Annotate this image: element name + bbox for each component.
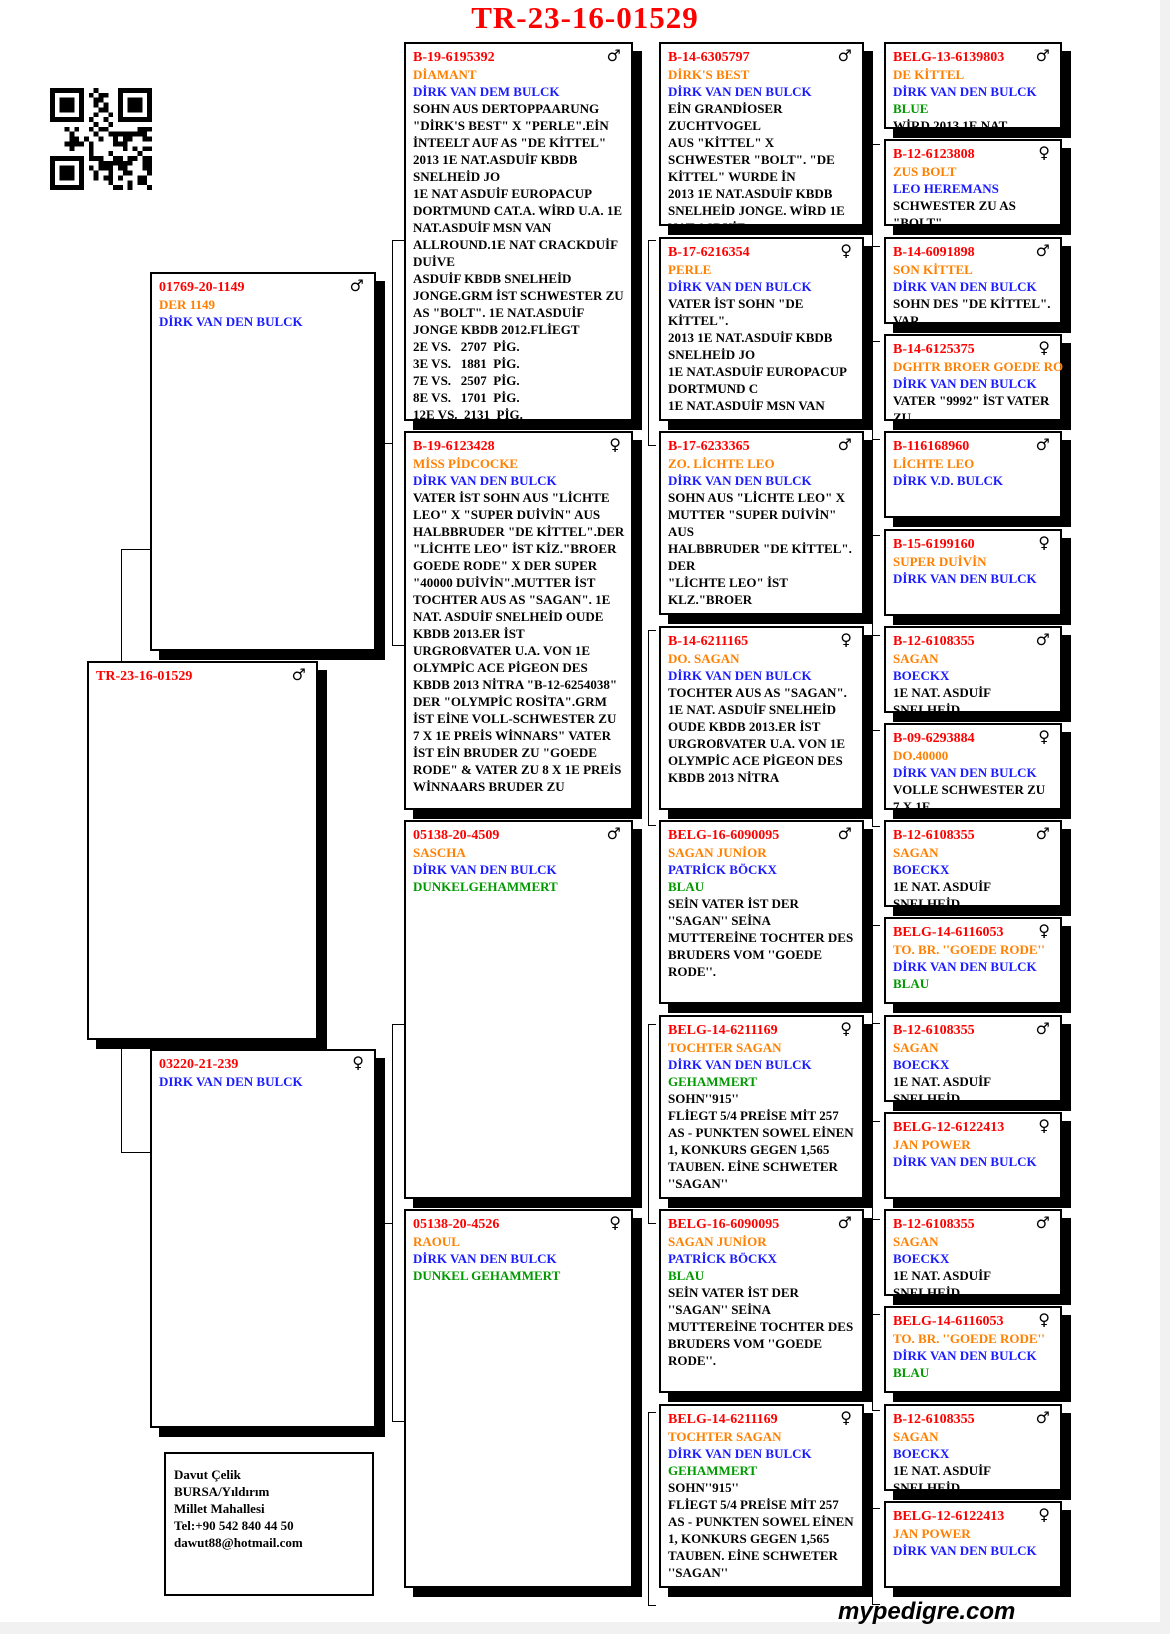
pigeon-color: DUNKEL GEHAMMERT xyxy=(413,1268,561,1283)
pedigree-card-gg-grandparent[interactable] xyxy=(884,1209,1062,1300)
connector xyxy=(872,925,880,1024)
connector xyxy=(392,240,404,646)
pedigree-card-gg-grandparent[interactable] xyxy=(884,529,1062,616)
pigeon-notes: VOLLE SCHWESTER ZU 7 X 1E xyxy=(893,782,1049,814)
breeder-name: PATRİCK BÖCKX xyxy=(668,862,777,877)
male-icon: ♂ xyxy=(837,46,852,65)
breeder-name: DİRK VAN DEN BULCK xyxy=(893,376,1037,391)
connector xyxy=(872,1314,880,1411)
male-icon: ♂ xyxy=(606,824,621,843)
pedigree-card-gg-grandparent[interactable] xyxy=(884,820,1062,911)
ring-number: B-17-6233365 xyxy=(668,439,750,454)
connector xyxy=(872,341,880,440)
pigeon-name: RAOUL xyxy=(413,1234,460,1249)
pigeon-name: DİRK'S BEST xyxy=(668,67,750,82)
pigeon-name: JAN POWER xyxy=(893,1137,971,1152)
pigeon-name: LİCHTE LEO xyxy=(893,456,975,471)
pigeon-name: SAGAN xyxy=(893,845,939,860)
breeder-name: DİRK VAN DEN BULCK xyxy=(668,473,812,488)
pigeon-color: DUNKELGEHAMMERT xyxy=(413,879,558,894)
pigeon-name: DO. SAGAN xyxy=(668,651,740,666)
female-icon: ♀ xyxy=(1038,1505,1050,1524)
female-icon: ♀ xyxy=(840,630,852,649)
pedigree-card-gg-grandparent[interactable] xyxy=(884,723,1062,814)
pigeon-name: TO. BR. ''GOEDE RODE'' xyxy=(893,942,1045,957)
male-icon: ♂ xyxy=(1035,630,1050,649)
ring-number: B-14-6211165 xyxy=(668,634,749,649)
ring-number: TR-23-16-01529 xyxy=(96,669,193,684)
breeder-name: DİRK VAN DEN BULCK xyxy=(668,84,812,99)
connector xyxy=(872,535,880,636)
breeder-name: DİRK VAN DEN BULCK xyxy=(893,959,1037,974)
ring-number: BELG-12-6122413 xyxy=(893,1509,1005,1524)
ring-number: B-17-6216354 xyxy=(668,245,750,260)
pedigree-card-gg-grandparent[interactable] xyxy=(884,1404,1062,1495)
female-icon: ♀ xyxy=(840,1408,852,1427)
pigeon-name: SUPER DUİVİN xyxy=(893,554,987,569)
ring-number: B-15-6199160 xyxy=(893,537,975,552)
pedigree-card-gg-grandparent[interactable] xyxy=(884,1501,1062,1588)
breeder-name: DİRK VAN DEN BULCK xyxy=(413,1251,557,1266)
pigeon-notes: SEİN VATER İST DER ''SAGAN'' SEİNA MUTTEREİNE TOCHTER DES BRUDERS VOM ''GOEDE RODE''. xyxy=(668,1285,857,1368)
pigeon-notes: 1E NAT. ASDUİF SNELHEİD xyxy=(893,685,994,717)
breeder-name: DİRK VAN DEN BULCK xyxy=(893,765,1037,780)
ring-number: B-12-6123808 xyxy=(893,147,975,162)
ring-number: B-12-6108355 xyxy=(893,828,975,843)
breeder-name: DİRK VAN DEN BULCK xyxy=(893,571,1037,586)
breeder-name: DİRK VAN DEN BULCK xyxy=(668,1446,812,1461)
pedigree-card-gg-grandparent[interactable] xyxy=(884,237,1062,328)
male-icon: ♂ xyxy=(1035,1019,1050,1038)
ring-number: B-14-6305797 xyxy=(668,50,750,65)
female-icon: ♀ xyxy=(1038,533,1050,552)
pigeon-notes: WİRD 2013 1E NAT xyxy=(893,118,1008,133)
breeder-name: PATRİCK BÖCKX xyxy=(668,1251,777,1266)
female-icon: ♀ xyxy=(1038,338,1050,357)
breeder-name: DİRK V.D. BULCK xyxy=(893,473,1004,488)
male-icon: ♂ xyxy=(1035,824,1050,843)
owner-name: Davut Çelik xyxy=(174,1467,241,1482)
pigeon-notes: VATER İST SOHN AUS "LİCHTE LEO" X "SUPER DUİVİN" AUS HALBBRUDER "DE KİTTEL".DER "LİCHTE LEO" İST KİZ."BROER GOEDE RODE" X DER SUPER "40000 DUİVİN".MUTTER İST TOCHTER AUS AS "SAGAN". 1E NAT. ASDUİF SNELHEİD OUDE KBDB 2013.ER İST URGROßVATER U.A. VON 1E OLYMPİC ACE PİGEON DES KBDB 2013 NİTRA "B-12-6254038" DER "OLYMPİC ROSİTA".GRM İST EİNE VOLL-SCHWESTER ZU 7 X 1E PREİS WİNNARS" VATER İST EİN BRUDER ZU "GOEDE RODE" & VATER ZU 8 X 1E PREİS WİNNAARS BRUDER ZU xyxy=(413,490,628,794)
female-icon: ♀ xyxy=(840,1019,852,1038)
pedigree-card-sire[interactable] xyxy=(150,272,376,651)
male-icon: ♂ xyxy=(606,46,621,65)
ring-number: B-12-6108355 xyxy=(893,1217,975,1232)
pedigree-card-dam[interactable] xyxy=(150,1049,376,1428)
ring-number: BELG-16-6090095 xyxy=(668,1217,780,1232)
pigeon-color: GEHAMMERT xyxy=(668,1074,758,1089)
pedigree-card-great-grandparent[interactable] xyxy=(659,1209,864,1393)
breeder-name: DİRK VAN DEN BULCK xyxy=(893,279,1037,294)
breeder-name: DIRK VAN DEN BULCK xyxy=(159,1074,303,1089)
pigeon-notes: SEİN VATER İST DER ''SAGAN'' SEİNA MUTTEREİNE TOCHTER DES BRUDERS VOM ''GOEDE RODE''. xyxy=(668,896,857,979)
ring-number: B-14-6091898 xyxy=(893,245,975,260)
breeder-name: BOECKX xyxy=(893,1057,950,1072)
pigeon-name: SAGAN xyxy=(893,1234,939,1249)
connector xyxy=(872,730,880,827)
breeder-name: DİRK VAN DEN BULCK xyxy=(893,84,1037,99)
connector xyxy=(648,630,656,826)
connector xyxy=(872,1121,880,1220)
pigeon-name: TO. BR. ''GOEDE RODE'' xyxy=(893,1331,1045,1346)
female-icon: ♀ xyxy=(1038,143,1050,162)
pedigree-card-great-grandparent[interactable] xyxy=(659,42,864,235)
pigeon-name: SAGAN xyxy=(893,651,939,666)
connector xyxy=(648,1024,656,1224)
connector xyxy=(648,240,656,446)
ring-number: 05138-20-4526 xyxy=(413,1217,500,1232)
pigeon-name: DİAMANT xyxy=(413,67,477,82)
ring-number: B-19-6123428 xyxy=(413,439,495,454)
female-icon: ♀ xyxy=(840,241,852,260)
breeder-name: BOECKX xyxy=(893,668,950,683)
ring-number: 05138-20-4509 xyxy=(413,828,500,843)
connector xyxy=(392,1024,404,1422)
male-icon: ♂ xyxy=(349,276,364,295)
pigeon-name: DGHTR BROER GOEDE RO xyxy=(893,359,1064,374)
pedigree-card-gg-grandparent[interactable] xyxy=(884,1015,1062,1106)
pigeon-notes: SOHN DES "DE KİTTEL". VAR xyxy=(893,296,1054,328)
pigeon-notes: SCHWESTER ZU AS "BOLT" xyxy=(893,198,1020,230)
pedigree-card-gg-grandparent[interactable] xyxy=(884,1112,1062,1199)
pigeon-color: BLUE xyxy=(893,101,929,116)
pedigree-card-grandparent[interactable] xyxy=(404,42,633,421)
ring-number: BELG-14-6211169 xyxy=(668,1023,778,1038)
pigeon-notes: EİN GRANDİOSER ZUCHTVOGEL AUS "KİTTEL" X SCHWESTER "BOLT". "DE KİTTEL" WURDE İN 2013 1E NAT.ASDUİF KBDB SNELHEİD JONGE. WİRD 1E NAT.ASDUİF xyxy=(668,101,845,235)
breeder-name: BOECKX xyxy=(893,1251,950,1266)
site-footer-link[interactable]: mypedigre.com xyxy=(838,1598,1016,1625)
pigeon-name: MİSS PİDCOCKE xyxy=(413,456,519,471)
female-icon: ♀ xyxy=(1038,1310,1050,1329)
pigeon-notes: SOHN AUS DERTOPPAARUNG "DİRK'S BEST" X "PERLE".EİN İNTEELT AUF AS "DE KİTTEL" 2013 1E NAT.ASDUİF KBDB SNELHEİD JO 1E NAT ASDUİF EUROPACUP DORTMUND CAT.A. WİRD U.A. 1E NAT.ASDUİF MSN VAN ALLROUND.1E NAT CRACKDUİF DUİVE ASDUİF KBDB SNELHEİD JONGE.GRM İST SCHWESTER ZU AS "BOLT". 1E NAT.ASDUİF JONGE KBDB 2012.FLİEGT 2E VS. 2707 PİG. 3E VS. 1881 PİG. 7E VS. 2507 PİG. 8E VS. 1701 PİG. 12E VS. 2131 PİG. xyxy=(413,101,624,422)
breeder-name: DİRK VAN DEN BULCK xyxy=(893,1543,1037,1558)
pedigree-card-great-grandparent[interactable] xyxy=(659,820,864,1004)
pigeon-notes: TOCHTER AUS AS "SAGAN". 1E NAT. ASDUİF SNELHEİD OUDE KBDB 2013.ER İST URGROßVATER U.A. VON 1E OLYMPİC ACE PİGEON DES KBDB 2013 NİTRA xyxy=(668,685,851,785)
ring-number: 01769-20-1149 xyxy=(159,280,245,295)
pedigree-card-grandparent[interactable] xyxy=(404,431,633,810)
pigeon-color: BLAU xyxy=(893,976,930,991)
pedigree-card-great-grandparent[interactable] xyxy=(659,1015,864,1199)
pedigree-card-gg-grandparent[interactable] xyxy=(884,139,1062,230)
female-icon: ♀ xyxy=(1038,727,1050,746)
ring-number: B-14-6125375 xyxy=(893,342,975,357)
female-icon: ♀ xyxy=(1038,921,1050,940)
pigeon-name: ZO. LİCHTE LEO xyxy=(668,456,775,471)
breeder-name: DİRK VAN DEN BULCK xyxy=(413,862,557,877)
owner-address: Millet Mahallesi xyxy=(174,1501,265,1516)
pedigree-card-subject[interactable] xyxy=(87,661,318,1040)
connector xyxy=(382,1223,392,1224)
ring-number: B-12-6108355 xyxy=(893,1412,975,1427)
ring-number: B-19-6195392 xyxy=(413,50,495,65)
connector xyxy=(382,443,392,444)
pigeon-notes: SOHN AUS "LİCHTE LEO" X MUTTER "SUPER DUİVİN" AUS HALBBRUDER "DE KİTTEL". DER "LİCHTE LEO" İST KLZ."BROER xyxy=(668,490,852,607)
ring-number: BELG-13-6139803 xyxy=(893,50,1005,65)
pigeon-notes: VATER İST SOHN "DE KİTTEL". 2013 1E NAT.ASDUİF KBDB SNELHEİD JO 1E NAT.ASDUİF EUROPACUP DORTMUND C 1E NAT.ASDUİF MSN VAN xyxy=(668,296,847,413)
male-icon: ♂ xyxy=(837,1213,852,1232)
female-icon: ♀ xyxy=(609,1213,621,1232)
male-icon: ♂ xyxy=(1035,1408,1050,1427)
female-icon: ♀ xyxy=(1038,1116,1050,1135)
pigeon-name: DE KİTTEL xyxy=(893,67,965,82)
breeder-name: BOECKX xyxy=(893,862,950,877)
pigeon-notes: 1E NAT. ASDUİF SNELHEİD xyxy=(893,879,994,911)
pigeon-color: GEHAMMERT xyxy=(668,1463,758,1478)
breeder-name: DİRK VAN DEM BULCK xyxy=(413,84,560,99)
connector xyxy=(872,1508,880,1605)
ring-number: B-09-6293884 xyxy=(893,731,975,746)
pedigree-card-great-grandparent[interactable] xyxy=(659,1404,864,1588)
pigeon-name: PERLE xyxy=(668,262,712,277)
pedigree-card-gg-grandparent[interactable] xyxy=(884,917,1062,1004)
pedigree-card-grandparent[interactable] xyxy=(404,820,633,1199)
ring-number: B-12-6108355 xyxy=(893,1023,975,1038)
pedigree-card-gg-grandparent[interactable] xyxy=(884,42,1062,133)
ring-number: BELG-16-6090095 xyxy=(668,828,780,843)
breeder-name: DİRK VAN DEN BULCK xyxy=(159,314,303,329)
pigeon-notes: SOHN''915'' FLİEGT 5/4 PREİSE MİT 257 AS - PUNKTEN SOWEL EİNEN 1, KONKURS GEGEN 1,565 TAUBEN. EİNE SCHWETER ''SAGAN'' xyxy=(668,1091,854,1191)
connector xyxy=(648,1412,656,1606)
pigeon-notes: 1E NAT. ASDUİF SNELHEİD xyxy=(893,1268,994,1300)
pigeon-name: SON KİTTEL xyxy=(893,262,973,277)
pedigree-card-gg-grandparent[interactable] xyxy=(884,334,1064,425)
pigeon-name: TOCHTER SAGAN xyxy=(668,1429,782,1444)
female-icon: ♀ xyxy=(609,435,621,454)
male-icon: ♂ xyxy=(837,435,852,454)
pigeon-color: BLAU xyxy=(668,1268,705,1283)
pigeon-name: SAGAN xyxy=(893,1040,939,1055)
breeder-name: DİRK VAN DEN BULCK xyxy=(893,1154,1037,1169)
breeder-name: DİRK VAN DEN BULCK xyxy=(413,473,557,488)
ring-number: B-116168960 xyxy=(893,439,970,454)
male-icon: ♂ xyxy=(837,824,852,843)
ring-number: BELG-14-6116053 xyxy=(893,1314,1004,1329)
ring-number: BELG-14-6116053 xyxy=(893,925,1004,940)
pigeon-notes: 1E NAT. ASDUİF SNELHEİD xyxy=(893,1074,994,1106)
pedigree-card-great-grandparent[interactable] xyxy=(659,431,864,615)
pigeon-notes: VATER "9992" İST VATER ZU xyxy=(893,393,1053,425)
breeder-name: DİRK VAN DEN BULCK xyxy=(893,1348,1037,1363)
ring-number: BELG-12-6122413 xyxy=(893,1120,1005,1135)
pedigree-card-gg-grandparent[interactable] xyxy=(884,626,1062,717)
pigeon-color: BLAU xyxy=(893,1365,930,1380)
pigeon-name: ZUS BOLT xyxy=(893,164,957,179)
pedigree-card-gg-grandparent[interactable] xyxy=(884,1306,1062,1393)
pigeon-name: SAGAN JUNİOR xyxy=(668,1234,767,1249)
breeder-name: DİRK VAN DEN BULCK xyxy=(668,1057,812,1072)
pigeon-name: DO.40000 xyxy=(893,748,949,763)
ring-number: BELG-14-6211169 xyxy=(668,1412,778,1427)
pigeon-notes: 1E NAT. ASDUİF SNELHEİD xyxy=(893,1463,994,1495)
male-icon: ♂ xyxy=(1035,46,1050,65)
male-icon: ♂ xyxy=(1035,435,1050,454)
pigeon-notes: SOHN''915'' FLİEGT 5/4 PREİSE MİT 257 AS - PUNKTEN SOWEL EİNEN 1, KONKURS GEGEN 1,565 TAUBEN. EİNE SCHWETER ''SAGAN'' xyxy=(668,1480,854,1580)
pigeon-name: TOCHTER SAGAN xyxy=(668,1040,782,1055)
owner-city: BURSA/Yıldırım xyxy=(174,1484,270,1499)
owner-email[interactable]: dawut88@hotmail.com xyxy=(174,1535,303,1550)
pigeon-name: JAN POWER xyxy=(893,1526,971,1541)
pedigree-card-gg-grandparent[interactable] xyxy=(884,431,1062,518)
male-icon: ♂ xyxy=(1035,241,1050,260)
male-icon: ♂ xyxy=(1035,1213,1050,1232)
pigeon-color: BLAU xyxy=(668,879,705,894)
pigeon-name: DER 1149 xyxy=(159,297,215,312)
female-icon: ♀ xyxy=(352,1053,364,1072)
pedigree-card-great-grandparent[interactable] xyxy=(659,237,864,421)
pigeon-name: SASCHA xyxy=(413,845,466,860)
connector xyxy=(872,144,880,247)
ring-number: 03220-21-239 xyxy=(159,1057,239,1072)
breeder-name: DİRK VAN DEN BULCK xyxy=(668,279,812,294)
sex-icon: ♂ xyxy=(291,665,306,684)
owner-phone: Tel:+90 542 840 44 50 xyxy=(174,1518,294,1533)
pedigree-card-great-grandparent[interactable] xyxy=(659,626,864,810)
pigeon-name: SAGAN JUNİOR xyxy=(668,845,767,860)
breeder-name: DİRK VAN DEN BULCK xyxy=(668,668,812,683)
owner-info-box xyxy=(164,1452,374,1596)
pedigree-card-grandparent[interactable] xyxy=(404,1209,633,1588)
pedigree-title: TR-23-16-01529 xyxy=(471,0,699,35)
ring-number: B-12-6108355 xyxy=(893,634,975,649)
breeder-name: BOECKX xyxy=(893,1446,950,1461)
breeder-name: LEO HEREMANS xyxy=(893,181,999,196)
qr-code-icon xyxy=(50,88,152,190)
pigeon-name: SAGAN xyxy=(893,1429,939,1444)
